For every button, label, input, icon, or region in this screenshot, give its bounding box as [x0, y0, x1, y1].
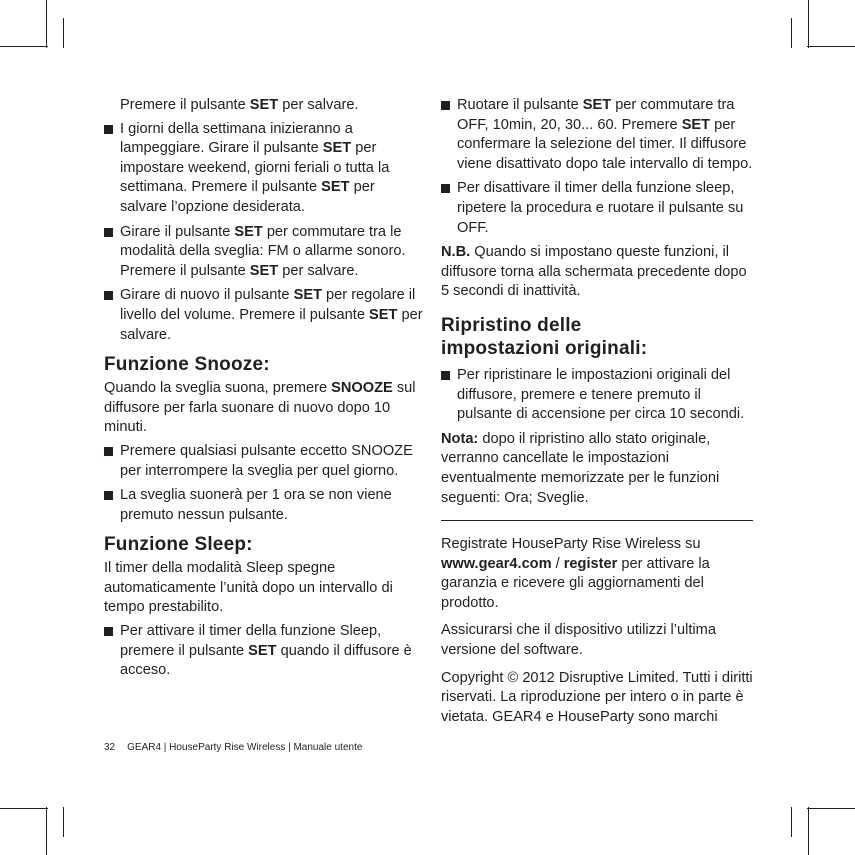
crop-mark [791, 18, 792, 48]
crop-mark [791, 807, 792, 837]
page-footer [104, 741, 362, 754]
crop-mark [808, 0, 809, 48]
crop-mark [63, 807, 64, 837]
bullet-square-icon [441, 371, 450, 380]
footer-text: GEAR4 | HouseParty Rise Wireless | Manuale utente [127, 742, 363, 753]
sleep-paragraph: Il timer della modalità Sleep spegne automaticamente l’unità dopo un intervallo di tempo prestabilito. [104, 560, 393, 616]
nb-note: N.B. Quando si impostano queste funzioni, il diffusore torna alla schermata precedente dopo 5 secondi di inattività. [441, 244, 747, 300]
divider [441, 520, 753, 521]
reset-heading: Ripristino delle impostazioni originali: [441, 314, 648, 359]
bullet-square-icon [104, 491, 113, 500]
list-item: Per ripristinare le impostazioni originali del diffusore, premere e tenere premuto il pulsante di accensione per circa 10 secondi. [441, 366, 753, 425]
bullet-square-icon [441, 101, 450, 110]
bullet-square-icon [104, 228, 113, 237]
software-paragraph: Assicurarsi che il dispositivo utilizzi l’ultima versione del software. [441, 622, 716, 659]
register-link-path[interactable]: register [563, 555, 618, 572]
intro-paragraph: Premere il pulsante SET per salvare. [120, 97, 359, 113]
sleep-heading: Funzione Sleep: [104, 534, 253, 556]
bullet-square-icon [104, 627, 113, 636]
list-item: Per disattivare il timer della funzione sleep, ripetere la procedura e ruotare il pulsante su OFF. [441, 179, 753, 238]
bullet-square-icon [104, 125, 113, 134]
list-item: Ruotare il pulsante SET per commutare tra OFF, 10min, 20, 30... 60. Premere SET per confermare la selezione del timer. Il diffusore viene disattivato dopo tale intervallo di tempo. [441, 96, 753, 174]
left-column [104, 96, 424, 686]
crop-mark [807, 46, 855, 47]
crop-mark [46, 0, 47, 48]
list-item: Premere qualsiasi pulsante eccetto SNOOZE per interrompere la sveglia per quel giorno. [104, 442, 424, 481]
bullet-square-icon [104, 447, 113, 456]
list-item: Girare di nuovo il pulsante SET per regolare il livello del volume. Premere il pulsante SET per salvare. [104, 286, 424, 345]
copyright-paragraph: Copyright © 2012 Disruptive Limited. Tutti i diritti riservati. La riproduzione per intero o in parte è vietata. GEAR4 e HouseParty sono marchi [441, 669, 753, 725]
snooze-paragraph: Quando la sveglia suona, premere SNOOZE sul diffusore per farla suonare di nuovo dopo 10 minuti. [104, 380, 416, 436]
list-item: I giorni della settimana inizieranno a lampeggiare. Girare il pulsante SET per impostare weekend, giorni feriali o tutta la settimana. Premere il pulsante SET per salvare l’opzione desiderata. [104, 120, 424, 218]
list-item: Per attivare il timer della funzione Sleep, premere il pulsante SET quando il diffusore è acceso. [104, 622, 424, 681]
page-number: 32 [104, 742, 116, 753]
crop-mark [63, 18, 64, 48]
register-link[interactable]: www.gear4.com [441, 555, 552, 572]
register-paragraph: Registrate HouseParty Rise Wireless su www.gear4.com / register per attivare la garanzia e ricevere gli aggiornamenti del prodotto. [441, 536, 710, 611]
nota-note: Nota: dopo il ripristino allo stato originale, verranno cancellate le impostazioni eventualmente memorizzate per le funzioni seguenti: Ora; Sveglie. [441, 430, 720, 506]
crop-mark [807, 808, 855, 809]
crop-mark [0, 808, 48, 809]
crop-mark [0, 46, 48, 47]
list-item: La sveglia suonerà per 1 ora se non viene premuto nessun pulsante. [104, 486, 424, 525]
crop-mark [808, 807, 809, 855]
right-column [441, 96, 753, 731]
snooze-heading: Funzione Snooze: [104, 354, 270, 376]
list-item: Girare il pulsante SET per commutare tra le modalità della sveglia: FM o allarme sonoro. Premere il pulsante SET per salvare. [104, 223, 424, 282]
crop-mark [46, 807, 47, 855]
bullet-square-icon [441, 184, 450, 193]
bullet-square-icon [104, 291, 113, 300]
